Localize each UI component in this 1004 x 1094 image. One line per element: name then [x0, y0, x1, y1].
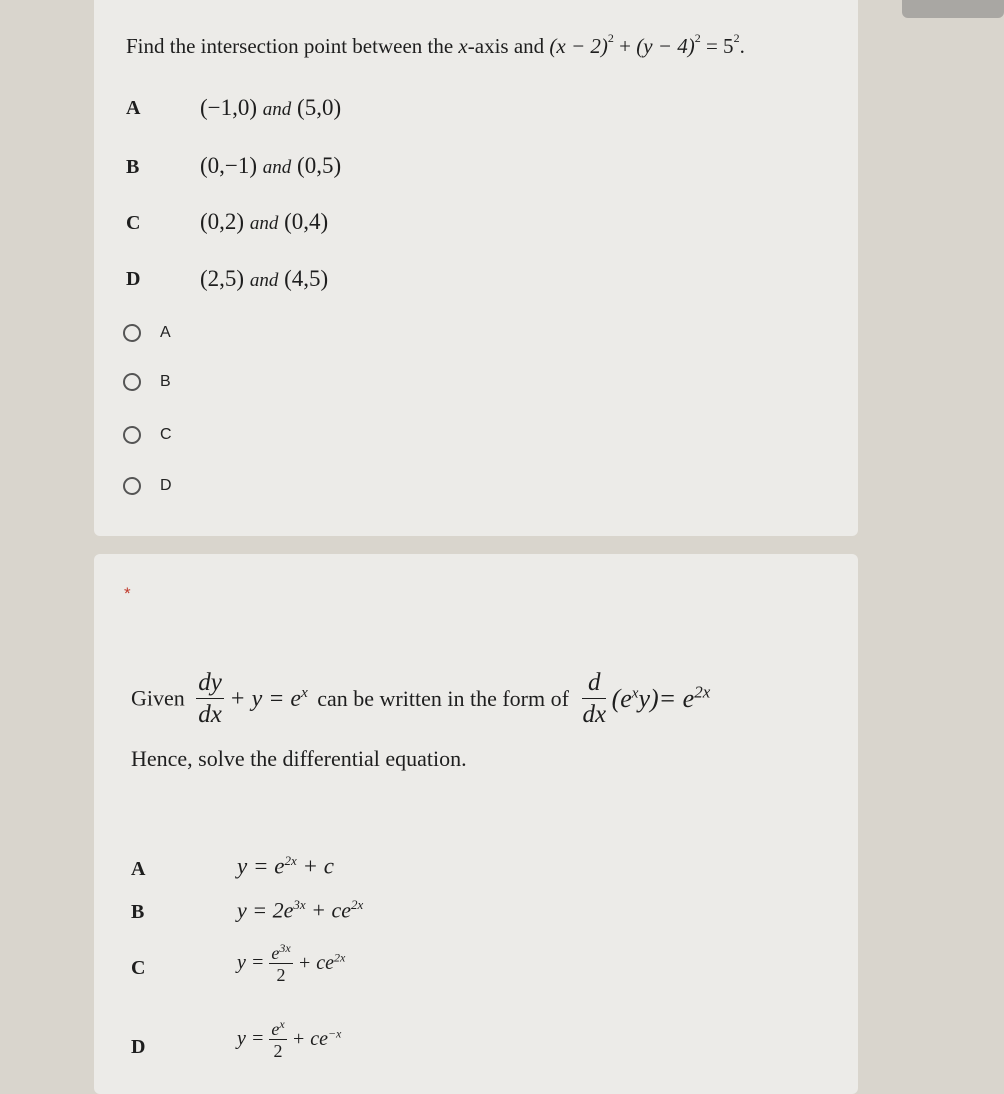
option-letter-d: D — [126, 268, 141, 290]
option-c-points: (0,2) and (0,4) — [200, 209, 329, 234]
option-a-points: (−1,0) and (5,0) — [200, 95, 342, 120]
q2-option-a-expression: $y = e^{2x} + c$ — [237, 853, 334, 879]
top-right-tab — [902, 0, 1004, 18]
radio-d[interactable] — [123, 477, 141, 495]
q2-option-letter-a: A — [131, 858, 146, 880]
option-letter-c: C — [126, 212, 141, 234]
question-2-instruction: Hence, solve the differential equation. — [131, 746, 467, 771]
q2-option-d-expression: y = $\frac{e^x}{2}$ + $ce^{-x}$ — [237, 1017, 342, 1061]
radio-a[interactable] — [123, 324, 141, 342]
choice-c[interactable]: C — [123, 423, 172, 447]
question-2-given: Given $\frac{dy}{dx}$ + $y = e^x$ can be written in the form of $\frac{d}{dx}$ $(e^xy)= e^{2x}$ — [131, 669, 711, 728]
radio-b[interactable] — [123, 373, 141, 391]
option-letter-b: B — [126, 156, 140, 178]
choice-a[interactable]: A — [123, 321, 171, 345]
q2-option-c-expression: y = $\frac{e^{3x}}{2}$ + $ce^{2x}$ — [237, 941, 346, 985]
option-b-points: (0,−1) and (0,5) — [200, 153, 342, 178]
question-card-2 — [94, 554, 858, 1094]
q2-option-letter-c: C — [131, 957, 146, 979]
question-1-text: Find the intersection point between the x-axis and $(x - 2)^2 + (y - 4)^2 = 5^2$. — [126, 31, 745, 58]
q2-option-b-expression: $y = 2e^{3x} + ce^{2x}$ — [237, 897, 364, 923]
dy-dx-fraction: $\frac{dy}{dx}$ — [198, 669, 222, 728]
option-d-points: (2,5) and (4,5) — [200, 266, 329, 291]
d-dx-fraction: $\frac{d}{dx}$ — [582, 669, 607, 728]
circle-equation: $(x - 2)^2 + (y - 4)^2 = 5^2$. — [549, 31, 745, 58]
option-letter-a: A — [126, 97, 141, 119]
q2-option-letter-b: B — [131, 901, 145, 923]
radio-c[interactable] — [123, 426, 141, 444]
q2-option-letter-d: D — [131, 1036, 146, 1058]
choice-d[interactable]: D — [123, 474, 172, 498]
choice-b[interactable]: B — [123, 370, 171, 394]
required-marker: * — [124, 584, 131, 603]
